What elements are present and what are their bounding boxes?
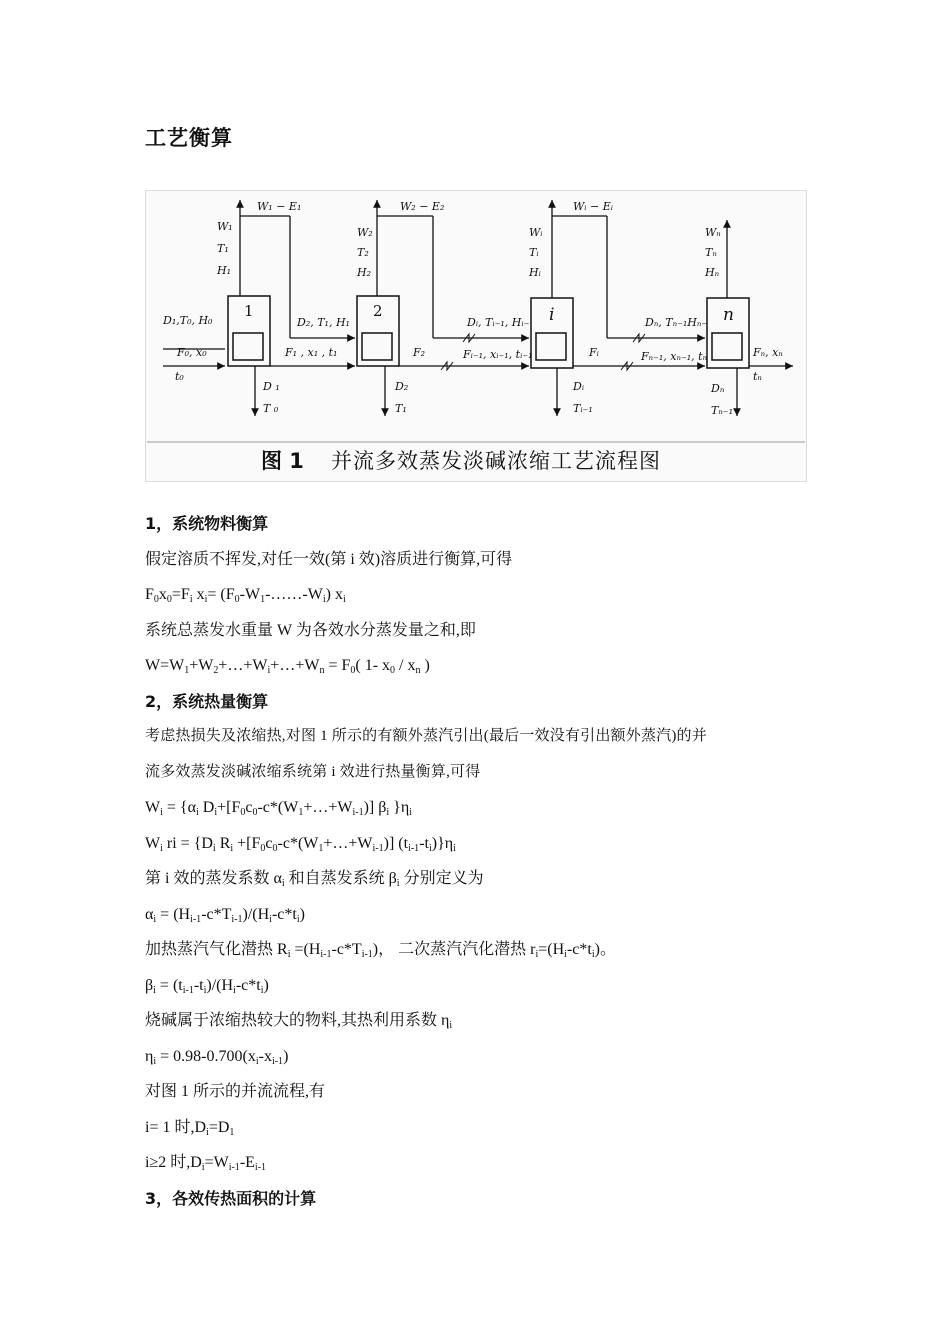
svg-text:Hᵢ: Hᵢ (529, 266, 541, 279)
effect-2-label: 2 (373, 302, 383, 320)
paragraph-2: 系统总蒸发水重量 W 为各效水分蒸发量之和,即 (145, 621, 476, 639)
effect-1-label: 1 (244, 302, 254, 320)
body-text (145, 506, 815, 1216)
svg-text:Wₙ: Wₙ (705, 226, 721, 239)
paragraph-3b: 流多效蒸发淡碱浓缩系统第 i 效进行热量衡算,可得 (145, 763, 481, 780)
svg-text:t₀: t₀ (175, 370, 184, 383)
paragraph-6: 烧碱属于浓缩热较大的物料,其热利用系数 $\eta_i$ (145, 1012, 453, 1031)
svg-text:Fᵢ: Fᵢ (589, 346, 599, 359)
svg-text:F₀, x₀: F₀, x₀ (177, 346, 207, 359)
svg-text:D₂: D₂ (395, 380, 409, 393)
svg-text:Fₙ, xₙ: Fₙ, xₙ (753, 346, 783, 359)
equation-wi-ri: $W_i$ ri = {$D_i$ $R_i$ $+[F_0c_0-c*(W_1+\dots+W_{i-1})]$ $(t_{i-1}-t_i)\}\eta_i$ (145, 834, 456, 854)
svg-text:tₙ: tₙ (753, 370, 762, 383)
equation-total-water: $W=W_1+W_2+\dots+W_i+\dots+W_n = F_0$( 1- $x_0 / x_n$ ) (145, 657, 430, 676)
section-heading-2: 2，系统热量衡算 (145, 691, 269, 711)
svg-text:W₁: W₁ (217, 220, 233, 233)
svg-text:D₁,T₀, H₀: D₁,T₀, H₀ (163, 314, 213, 327)
svg-text:Dₙ: Dₙ (711, 382, 725, 395)
equation-eta: $\eta_i = 0.98-0.700(x_i-x_{i-1})$ (145, 1047, 289, 1067)
svg-text:H₁: H₁ (217, 264, 232, 277)
svg-text:Wᵢ − Eᵢ: Wᵢ − Eᵢ (573, 200, 613, 213)
svg-text:Fᵢ₋₁, xᵢ₋₁, tᵢ₋₁: Fᵢ₋₁, xᵢ₋₁, tᵢ₋₁ (463, 348, 533, 361)
svg-text:W₂ − E₂: W₂ − E₂ (400, 200, 445, 213)
svg-text:D ₁: D ₁ (263, 380, 280, 393)
section-heading-3: 3，各效传热面积的计算 (145, 1188, 317, 1208)
svg-text:Wᵢ: Wᵢ (529, 226, 543, 239)
svg-text:D₂, T₁, H₁: D₂, T₁, H₁ (297, 316, 350, 329)
svg-text:Tₙ: Tₙ (705, 246, 717, 259)
svg-text:T₁: T₁ (395, 402, 407, 415)
equation-alpha: $\alpha_i = (H_{i-1}-c*T_{i-1})/(H_i-c*t_i)$ (145, 905, 305, 925)
paragraph-1: 假定溶质不挥发,对任一效(第 i 效)溶质进行衡算,可得 (145, 550, 513, 568)
paragraph-4: 第 i 效的蒸发系数 $\alpha_i$ 和自蒸发系统 $\beta_i$ 分别定义为 (145, 870, 484, 889)
svg-text:T ₀: T ₀ (263, 402, 279, 415)
equation-di: i≥2 时$,D_i=W_{i-1}-E_{i-1}$ (145, 1154, 267, 1173)
svg-text:Tᵢ: Tᵢ (529, 246, 539, 259)
svg-text:F₂: F₂ (413, 346, 426, 359)
svg-text:Fₙ₋₁, xₙ₋₁, tₙ: Fₙ₋₁, xₙ₋₁, tₙ (641, 350, 708, 363)
equation-wi: $W_i = \{\alpha_i$ $D_i+[F_0c_0-c*(W_1+\dots+W_{i-1})]$ $\beta_i$ }$\eta_i$ (145, 799, 412, 818)
figure-caption-number: 图 1 (261, 449, 304, 473)
equation-solute-balance: $F_0x_0=F_i$ $x_i=$ $(F_0-W_1-\dots\dots-W_i)$ $x_i$ (145, 586, 346, 605)
svg-text:Dᵢ, Tᵢ₋₁, Hᵢ₋: Dᵢ, Tᵢ₋₁, Hᵢ₋ (467, 316, 530, 329)
svg-text:Tₙ₋₁: Tₙ₋₁ (711, 404, 734, 417)
paragraph-7: 对图 1 所示的并流流程,有 (145, 1083, 326, 1100)
svg-text:W₁ − E₁: W₁ − E₁ (257, 200, 302, 213)
effect-n-label: n (723, 305, 734, 325)
page-title: 工艺衡算 (145, 126, 233, 150)
effect-i-label: i (549, 305, 555, 325)
svg-text:F₁ , x₁ , t₁: F₁ , x₁ , t₁ (285, 346, 338, 359)
svg-text:T₁: T₁ (217, 242, 229, 255)
section-heading-1: 1，系统物料衡算 (145, 514, 269, 533)
figure-caption-text: 并流多效蒸发淡碱浓缩工艺流程图 (331, 449, 661, 473)
paragraph-3a: 考虑热损失及浓缩热,对图 1 所示的有额外蒸汽引出(最后一效没有引出额外蒸汽)的并 (145, 728, 707, 744)
svg-text:Tᵢ₋₁: Tᵢ₋₁ (573, 402, 593, 415)
equation-d1: i= 1 时$,D_i=D_1$ (145, 1118, 235, 1138)
svg-text:Dₙ, Tₙ₋₁Hₙ₋: Dₙ, Tₙ₋₁Hₙ₋ (645, 316, 708, 329)
svg-text:T₂: T₂ (357, 246, 369, 259)
svg-text:H₂: H₂ (357, 266, 372, 279)
svg-text:Hₙ: Hₙ (705, 266, 720, 279)
process-flow-figure (145, 190, 807, 482)
svg-text:W₂: W₂ (357, 226, 373, 239)
svg-text:Dᵢ: Dᵢ (573, 380, 585, 393)
equation-beta: $\beta_i = (t_{i-1}-t_i)/(H_i-c*t_i)$ (145, 976, 269, 996)
paragraph-5: 加热蒸汽气化潜热 $R_i =(H_{i-1}-c*T_{i-1})$， 二次蒸汽汽化潜热 $r_i=(H_i-c*t_i)$。 (145, 941, 616, 960)
